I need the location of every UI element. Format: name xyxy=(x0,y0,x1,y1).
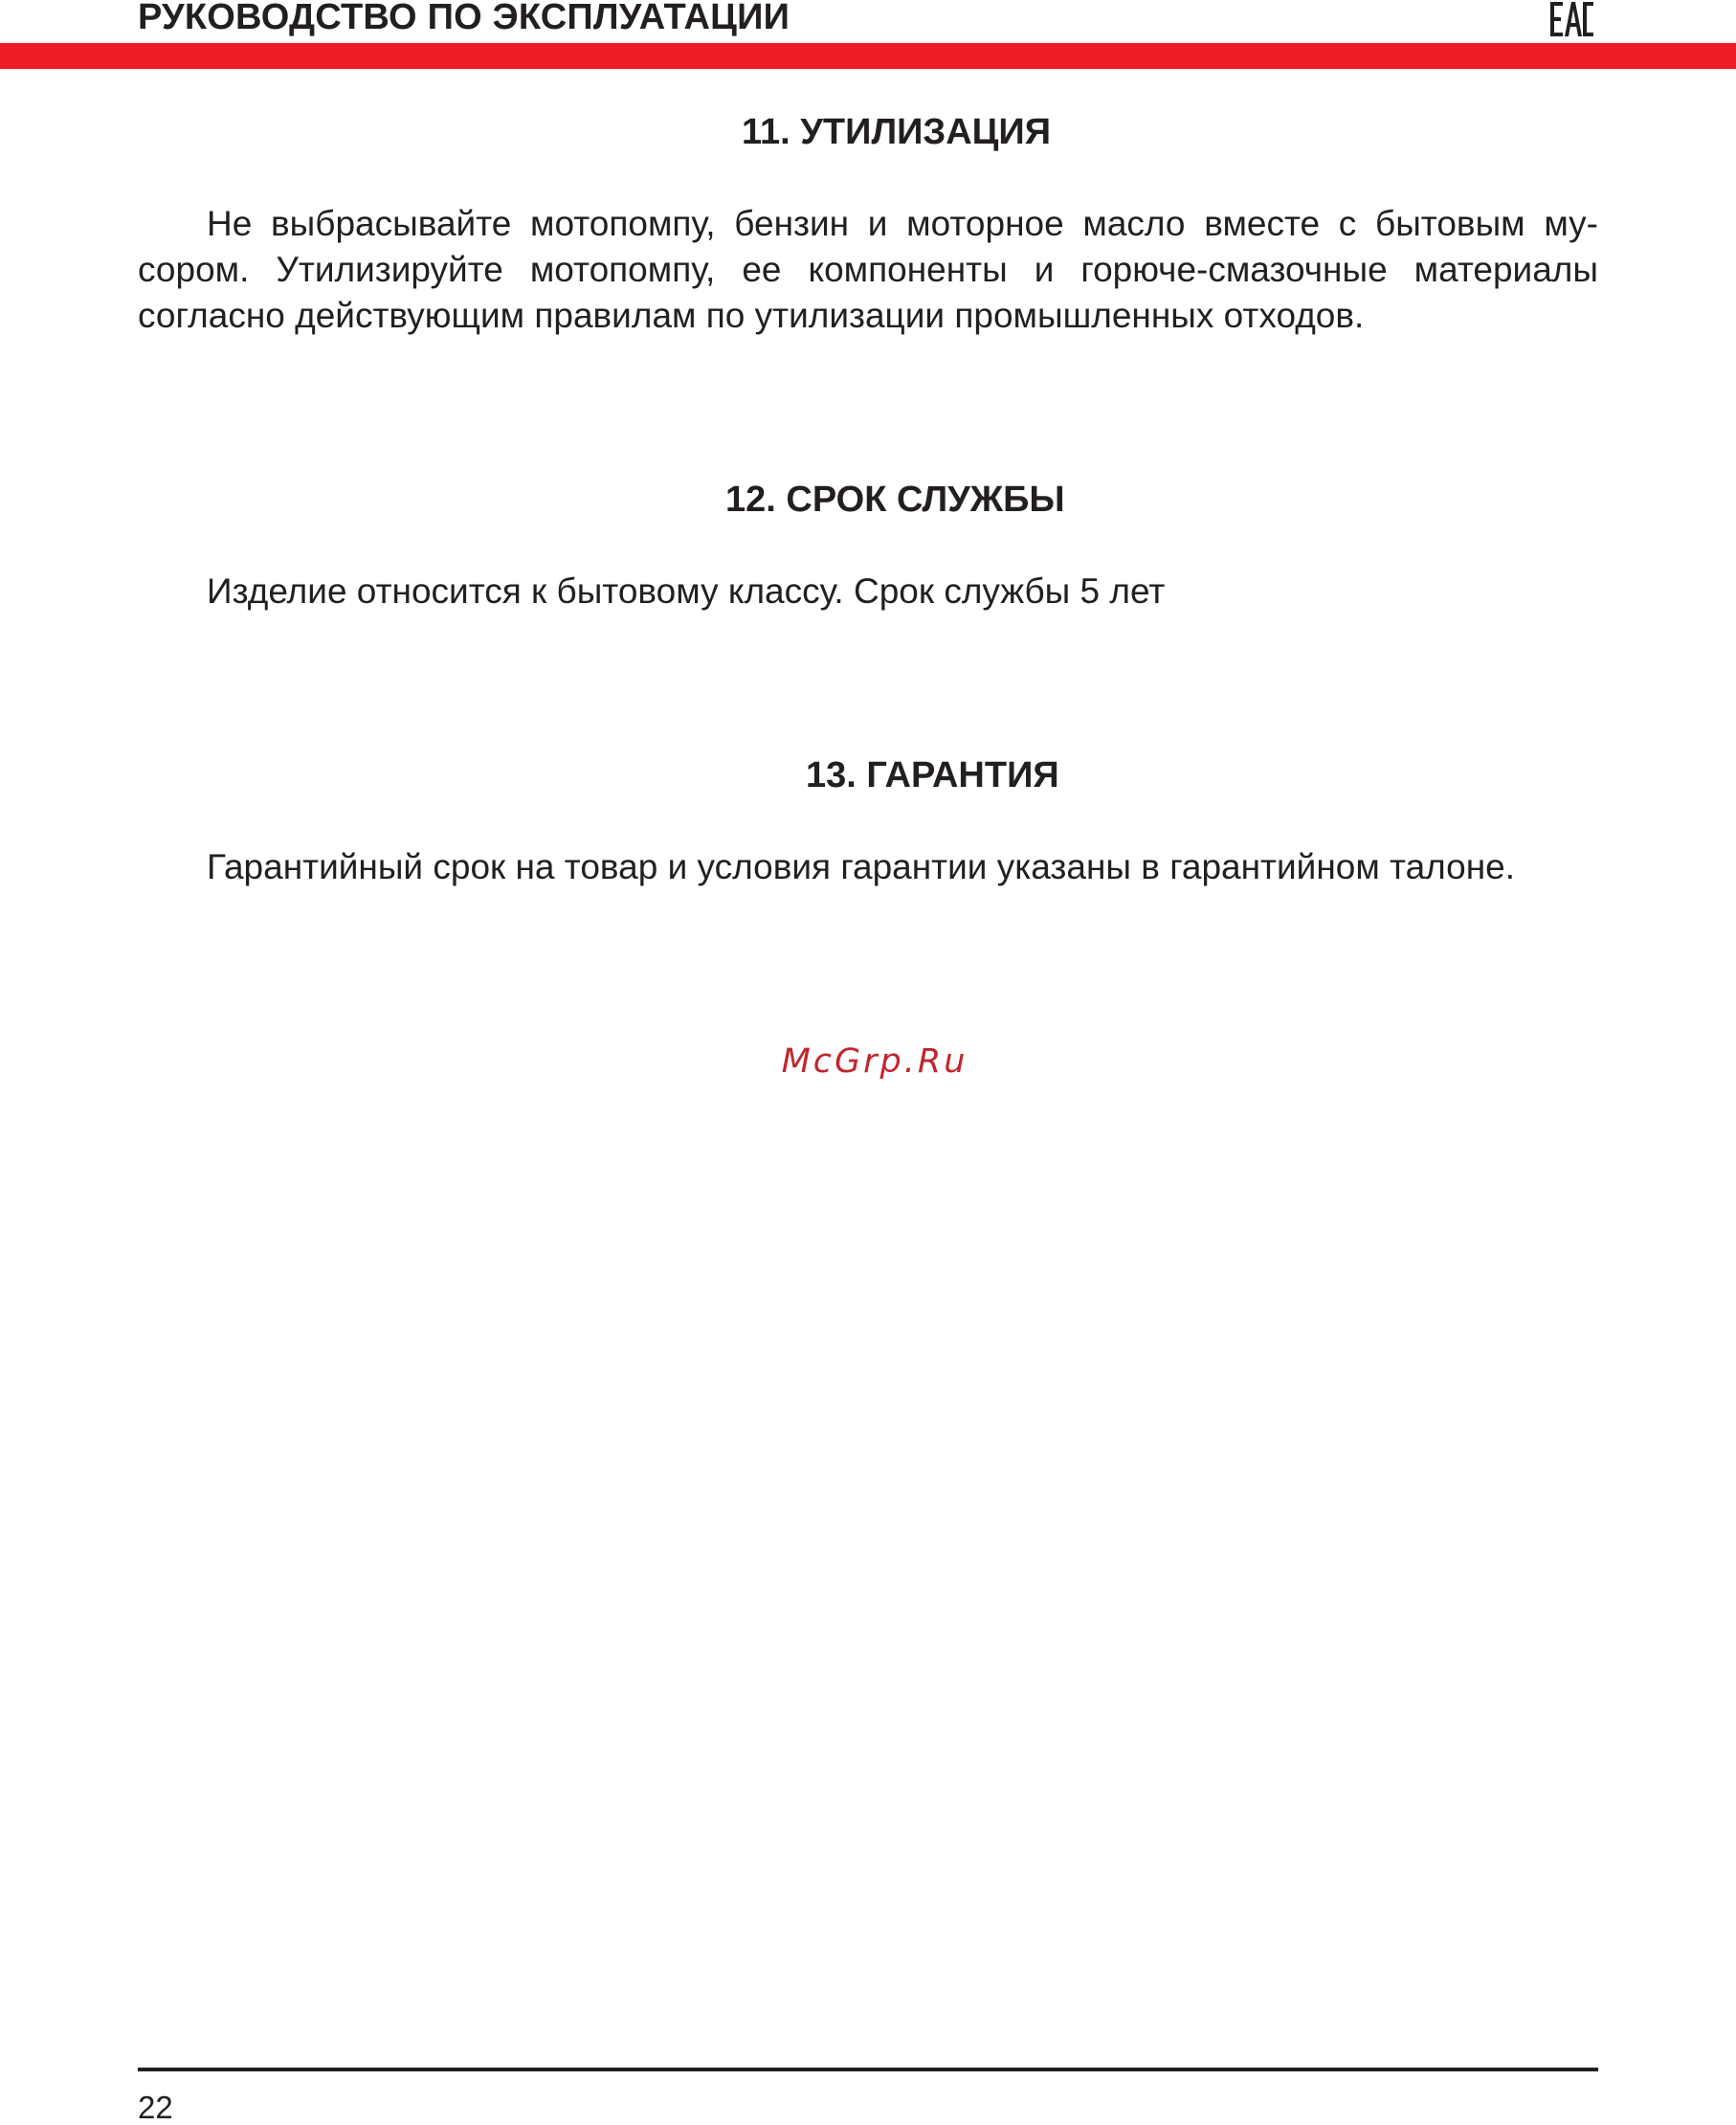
section-heading-disposal: 11. УТИЛИЗАЦИЯ xyxy=(742,112,1052,152)
section-text-service-life: Изделие относится к бытовому классу. Срок службы 5 лет xyxy=(207,571,1166,611)
section-heading-warranty: 13. ГАРАНТИЯ xyxy=(806,755,1059,795)
header-title: РУКОВОДСТВО ПО ЭКСПЛУАТАЦИИ xyxy=(138,0,790,37)
section-text-disposal: Не выбрасывайте мотопомпу, бензин и моторное масло вместе с бытовым мусором. Утилизируйте мотопомпу, ее компоненты и горюче-смазочные материалы согласно действующим правилам по утилизации промышленных отходов. xyxy=(138,204,1598,335)
watermark: McGrp.Ru xyxy=(781,1042,968,1081)
header-red-band xyxy=(0,43,1736,69)
page-number: 22 xyxy=(138,2090,173,2125)
section-heading-service-life: 12. СРОК СЛУЖБЫ xyxy=(725,480,1065,520)
footer-rule xyxy=(138,2068,1598,2071)
eac-logo xyxy=(1550,0,1594,38)
section-text-warranty: Гарантийный срок на товар и условия гарантии указаны в гарантийном талоне. xyxy=(207,847,1516,886)
